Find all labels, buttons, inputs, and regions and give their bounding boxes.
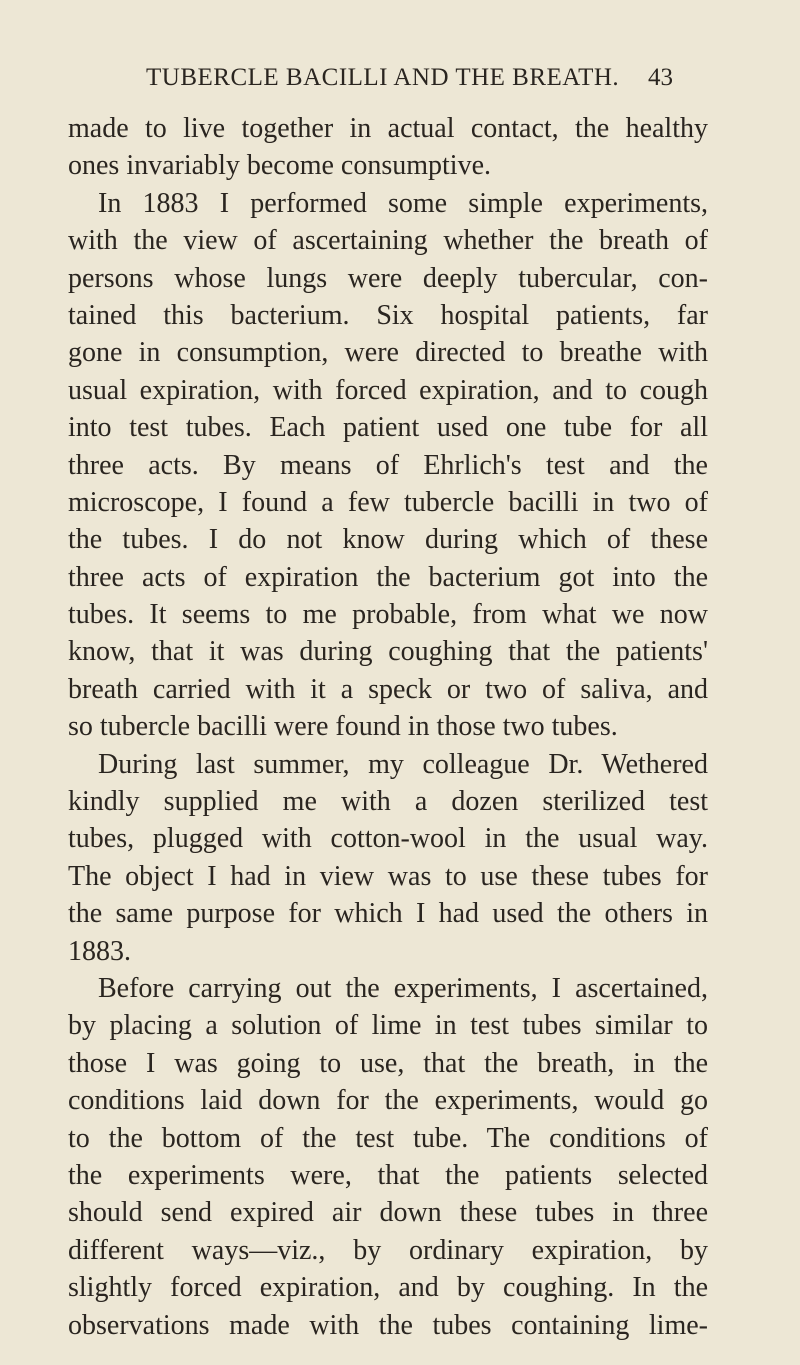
- text-line: During last summer, my colleague Dr. Wethered: [98, 748, 708, 780]
- text-line: the same purpose for which I had used the others in: [68, 898, 708, 930]
- text-line: tubes, plugged with cotton-wool in the usual way.: [68, 823, 708, 855]
- text-line: 1883.: [68, 935, 131, 967]
- body-text: [68, 110, 708, 1344]
- text-line: Before carrying out the experiments, I ascertained,: [98, 972, 708, 1004]
- text-line: the tubes. I do not know during which of these: [68, 524, 708, 556]
- text-line: ones invariably become consumptive.: [68, 150, 491, 182]
- text-line: know, that it was during coughing that the patients': [68, 636, 708, 668]
- text-line: observations made with the tubes containing lime-: [68, 1309, 708, 1341]
- running-title: TUBERCLE BACILLI AND THE BREATH.: [146, 64, 620, 91]
- text-line: The object I had in view was to use these tubes for: [68, 860, 708, 892]
- text-line: should send expired air down these tubes in three: [68, 1197, 708, 1229]
- text-line: three acts of expiration the bacterium got into the: [68, 561, 708, 593]
- page-number: 43: [648, 64, 673, 91]
- text-line: kindly supplied me with a dozen sterilized test: [68, 786, 708, 818]
- text-line: to the bottom of the test tube. The conditions of: [68, 1122, 708, 1154]
- text-line: gone in consumption, were directed to breathe with: [68, 337, 708, 369]
- text-line: three acts. By means of Ehrlich's test and the: [68, 449, 708, 481]
- text-line: those I was going to use, that the breath, in the: [68, 1047, 708, 1079]
- text-line: breath carried with it a speck or two of saliva, and: [68, 673, 708, 705]
- text-line: slightly forced expiration, and by coughing. In the: [68, 1272, 708, 1304]
- text-line: so tubercle bacilli were found in those two tubes.: [68, 711, 618, 743]
- text-line: with the view of ascertaining whether the breath of: [68, 225, 708, 257]
- text-line: by placing a solution of lime in test tubes similar to: [68, 1010, 708, 1042]
- text-line: made to live together in actual contact, the healthy: [68, 113, 708, 144]
- text-line: different ways—viz., by ordinary expiration, by: [68, 1234, 708, 1266]
- text-line: the experiments were, that the patients selected: [68, 1159, 708, 1191]
- text-line: usual expiration, with forced expiration, and to cough: [68, 374, 708, 406]
- text-line: conditions laid down for the experiments, would go: [68, 1085, 708, 1117]
- text-line: persons whose lungs were deeply tubercular, con-: [68, 262, 708, 294]
- text-line: into test tubes. Each patient used one tube for all: [68, 412, 708, 444]
- text-line: In 1883 I performed some simple experiments,: [98, 187, 708, 219]
- text-line: microscope, I found a few tubercle bacilli in two of: [68, 486, 708, 518]
- text-line: tubes. It seems to me probable, from what we now: [68, 599, 708, 631]
- text-line: tained this bacterium. Six hospital patients, far: [68, 299, 708, 331]
